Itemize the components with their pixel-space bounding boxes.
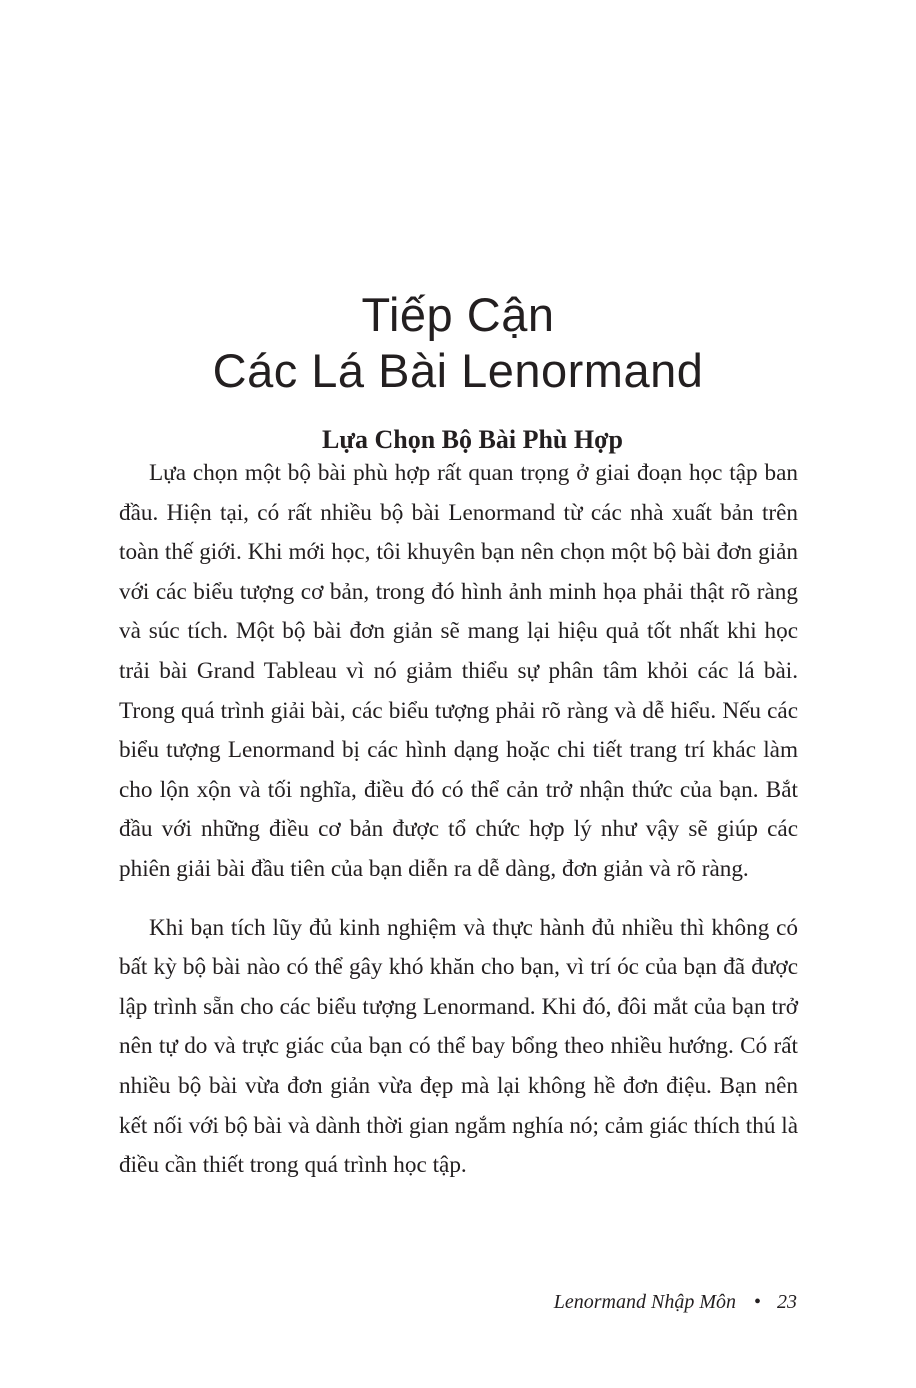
footer-separator: • [753,1291,761,1313]
page-number: 23 [777,1291,797,1313]
chapter-title [0,287,916,399]
chapter-title-line-2: Các Lá Bài Lenormand [212,344,704,398]
paragraph-2: Khi bạn tích lũy đủ kinh nghiệm và thực hành đủ nhiều thì không có bất kỳ bộ bài nào có thể gây khó khăn cho bạn, vì trí óc của bạn đã được lập trình sẵn cho các biểu tượng Lenormand. Khi đó, đôi mắt của bạn trở nên tự do và trực giác của bạn có thể bay bổng theo nhiều hướng. Có rất nhiều bộ bài vừa đơn giản vừa đẹp mà lại không hề đơn điệu. Bạn nên kết nối với bộ bài và dành thời gian ngắm nghía nó; cảm giác thích thú là điều cần thiết trong quá trình học tập. [119,914,798,1179]
page-footer [554,1288,797,1316]
chapter-title-line-1: Tiếp Cận [361,288,555,342]
body-text [119,454,798,1186]
running-book-title: Lenormand Nhập Môn [553,1291,736,1313]
section-heading: Lựa Chọn Bộ Bài Phù Hợp [322,424,623,454]
paragraph-1: Lựa chọn một bộ bài phù hợp rất quan trọng ở giai đoạn học tập ban đầu. Hiện tại, có rất nhiều bộ bài Lenormand từ các nhà xuất bản trên toàn thế giới. Khi mới học, tôi khuyên bạn nên chọn một bộ bài đơn giản với các biểu tượng cơ bản, trong đó hình ảnh minh họa phải thật rõ ràng và súc tích. Một bộ bài đơn giản sẽ mang lại hiệu quả tốt nhất khi học trải bài Grand Tableau vì nó giảm thiểu sự phân tâm khỏi các lá bài. Trong quá trình giải bài, các biểu tượng phải rõ ràng và dễ hiểu. Nếu các biểu tượng Lenormand bị các hình dạng hoặc chi tiết trang trí khác làm cho lộn xộn và tối nghĩa, điều đó có thể cản trở nhận thức của bạn. Bắt đầu với những điều cơ bản được tổ chức hợp lý như vậy sẽ giúp các phiên giải bài đầu tiên của bạn diễn ra dễ dàng, đơn giản và rõ ràng. [119,460,798,882]
